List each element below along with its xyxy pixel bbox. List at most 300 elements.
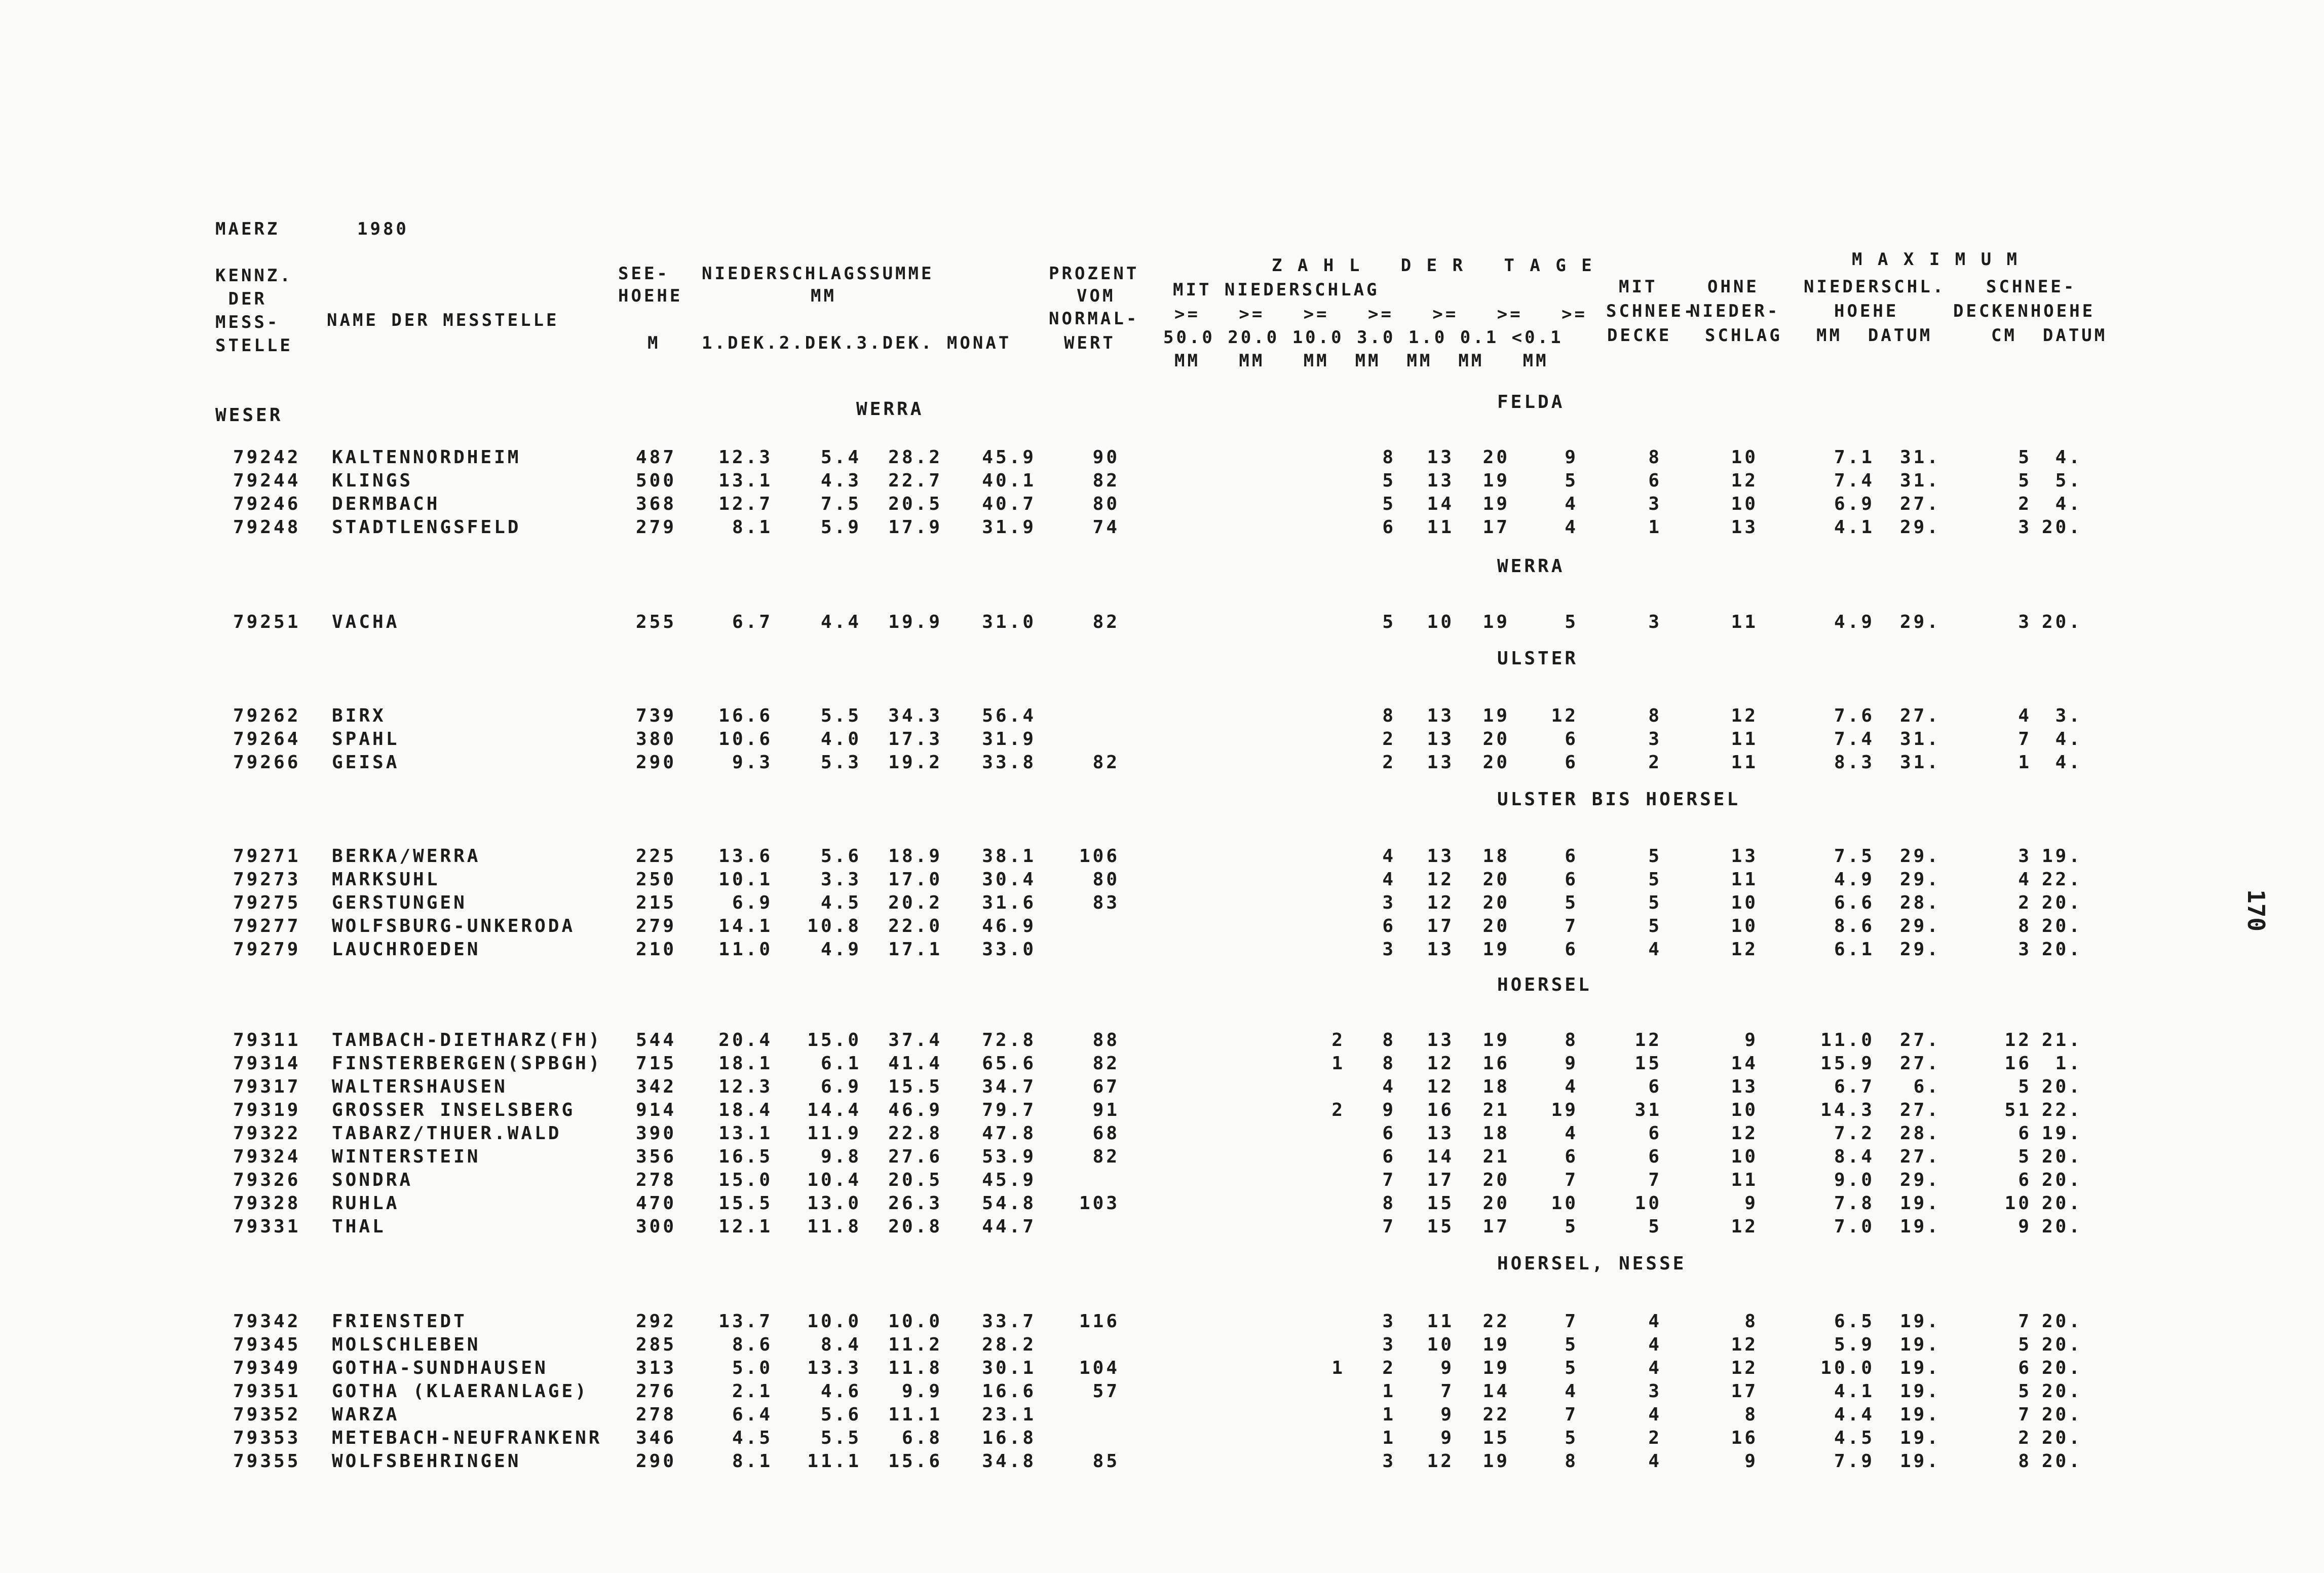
cell-schneedecke: 5 xyxy=(1648,1216,1662,1237)
cell-id: 79271 xyxy=(233,846,301,867)
cell-monat: 79.7 xyxy=(982,1100,1036,1120)
cell-ohne: 16 xyxy=(1731,1428,1758,1448)
cell-monat: 53.9 xyxy=(982,1146,1036,1167)
cell-id: 79262 xyxy=(233,705,301,726)
cell-z01: 20 xyxy=(1482,916,1510,937)
cell-d2: 5.6 xyxy=(820,1404,861,1425)
cell-ohne: 12 xyxy=(1731,939,1758,960)
cell-name: DERMBACH xyxy=(332,494,440,514)
cell-max-datum: 27. xyxy=(1899,1146,1940,1167)
cell-zlt: 4 xyxy=(1565,1381,1578,1402)
cell-max-datum: 27. xyxy=(1899,494,1940,514)
cell-prozent: 85 xyxy=(1092,1451,1120,1472)
cell-schnee-cm: 3 xyxy=(2018,846,2032,867)
cell-z01: 20 xyxy=(1482,729,1510,750)
cell-schneedecke: 1 xyxy=(1648,517,1662,538)
cell-monat: 28.2 xyxy=(982,1334,1036,1355)
cell-max-datum: 29. xyxy=(1899,517,1940,538)
cell-zlt: 9 xyxy=(1565,447,1578,468)
cell-z1: 16 xyxy=(1427,1100,1454,1120)
cell-name: SPAHL xyxy=(332,729,400,750)
section-label: ULSTER xyxy=(1497,648,1579,669)
header-prozent-2: VOM xyxy=(1077,286,1116,306)
cell-d3: 22.8 xyxy=(888,1123,942,1144)
cell-max-mm: 8.6 xyxy=(1834,916,1875,937)
cell-d3: 41.4 xyxy=(888,1053,942,1074)
cell-hoehe: 356 xyxy=(635,1146,676,1167)
cell-schnee-datum: 20. xyxy=(2041,1311,2082,1332)
cell-d2: 4.3 xyxy=(820,470,861,491)
cell-prozent: 67 xyxy=(1092,1076,1120,1097)
cell-max-datum: 29. xyxy=(1899,916,1940,937)
cell-schnee-cm: 16 xyxy=(2004,1053,2032,1074)
cell-ohne: 12 xyxy=(1731,470,1758,491)
cell-zlt: 9 xyxy=(1565,1053,1578,1074)
cell-ohne: 13 xyxy=(1731,517,1758,538)
cell-schnee-cm: 51 xyxy=(2004,1100,2032,1120)
cell-name: WINTERSTEIN xyxy=(332,1146,481,1167)
cell-z3: 6 xyxy=(1382,1123,1396,1144)
cell-d2: 4.4 xyxy=(820,612,861,632)
header-ohne-1: OHNE xyxy=(1707,277,1759,297)
header-max-schnee-3: CM DATUM xyxy=(1991,325,2108,346)
cell-max-datum: 29. xyxy=(1899,1170,1940,1190)
cell-d1: 13.7 xyxy=(718,1311,773,1332)
cell-name: METEBACH-NEUFRANKENR xyxy=(332,1428,602,1448)
header-mit-1: MIT xyxy=(1619,277,1658,297)
cell-z1: 9 xyxy=(1440,1404,1454,1425)
cell-z01: 18 xyxy=(1482,1076,1510,1097)
cell-schnee-datum: 20. xyxy=(2041,1146,2082,1167)
cell-max-datum: 31. xyxy=(1899,729,1940,750)
cell-d2: 4.9 xyxy=(820,939,861,960)
cell-id: 79353 xyxy=(233,1428,301,1448)
report-month: MAERZ xyxy=(215,219,280,239)
cell-d2: 11.8 xyxy=(807,1216,861,1237)
cell-d1: 8.6 xyxy=(732,1334,773,1355)
cell-ohne: 12 xyxy=(1731,1123,1758,1144)
cell-z01: 19 xyxy=(1482,1334,1510,1355)
cell-monat: 33.8 xyxy=(982,752,1036,773)
cell-schnee-cm: 9 xyxy=(2018,1216,2032,1237)
cell-prozent: 68 xyxy=(1092,1123,1120,1144)
cell-id: 79266 xyxy=(233,752,301,773)
cell-max-mm: 6.7 xyxy=(1834,1076,1875,1097)
cell-ohne: 9 xyxy=(1744,1451,1758,1472)
cell-z3: 8 xyxy=(1382,1193,1396,1214)
cell-monat: 31.9 xyxy=(982,729,1036,750)
cell-d3: 19.2 xyxy=(888,752,942,773)
cell-ohne: 11 xyxy=(1731,752,1758,773)
cell-d1: 9.3 xyxy=(732,752,773,773)
header-prozent-3: NORMAL- xyxy=(1049,309,1139,329)
cell-ohne: 17 xyxy=(1731,1381,1758,1402)
cell-id: 79342 xyxy=(233,1311,301,1332)
header-niederschlag-unit: MM xyxy=(811,286,836,306)
cell-d2: 14.4 xyxy=(807,1100,861,1120)
cell-hoehe: 470 xyxy=(635,1193,676,1214)
cell-prozent: 82 xyxy=(1092,1053,1120,1074)
header-name: NAME DER MESSTELLE xyxy=(327,310,559,330)
cell-name: GOTHA (KLAERANLAGE) xyxy=(332,1381,589,1402)
cell-d1: 6.7 xyxy=(732,612,773,632)
cell-max-mm: 10.0 xyxy=(1820,1358,1875,1378)
cell-zlt: 5 xyxy=(1565,1334,1578,1355)
cell-z3: 4 xyxy=(1382,1076,1396,1097)
cell-schneedecke: 4 xyxy=(1648,939,1662,960)
cell-monat: 16.6 xyxy=(982,1381,1036,1402)
cell-z1: 13 xyxy=(1427,1030,1454,1051)
cell-schnee-datum: 20. xyxy=(2041,517,2082,538)
cell-hoehe: 914 xyxy=(635,1100,676,1120)
cell-name: TAMBACH-DIETHARZ(FH) xyxy=(332,1030,602,1051)
cell-z3: 1 xyxy=(1382,1381,1396,1402)
cell-schnee-datum: 20. xyxy=(2041,1404,2082,1425)
cell-prozent: 116 xyxy=(1079,1311,1120,1332)
cell-hoehe: 210 xyxy=(635,939,676,960)
cell-d3: 20.8 xyxy=(888,1216,942,1237)
cell-monat: 40.1 xyxy=(982,470,1036,491)
cell-max-mm: 4.4 xyxy=(1834,1404,1875,1425)
cell-d2: 5.5 xyxy=(820,1428,861,1448)
cell-id: 79328 xyxy=(233,1193,301,1214)
cell-schnee-cm: 6 xyxy=(2018,1170,2032,1190)
cell-z1: 9 xyxy=(1440,1428,1454,1448)
cell-z1: 13 xyxy=(1427,939,1454,960)
cell-name: STADTLENGSFELD xyxy=(332,517,521,538)
cell-d3: 34.3 xyxy=(888,705,942,726)
cell-max-datum: 28. xyxy=(1899,892,1940,913)
cell-z3: 5 xyxy=(1382,612,1396,632)
cell-prozent: 104 xyxy=(1079,1358,1120,1378)
cell-schnee-datum: 4. xyxy=(2055,447,2082,468)
cell-zlt: 8 xyxy=(1565,1030,1578,1051)
cell-schneedecke: 7 xyxy=(1648,1170,1662,1190)
cell-hoehe: 346 xyxy=(635,1428,676,1448)
cell-ohne: 12 xyxy=(1731,1358,1758,1378)
cell-z1: 7 xyxy=(1440,1381,1454,1402)
header-ohne-2: NIEDER- xyxy=(1690,301,1780,321)
cell-prozent: 80 xyxy=(1092,494,1120,514)
cell-zlt: 4 xyxy=(1565,494,1578,514)
cell-d1: 12.1 xyxy=(718,1216,773,1237)
cell-z1: 12 xyxy=(1427,869,1454,890)
cell-d1: 16.5 xyxy=(718,1146,773,1167)
cell-monat: 72.8 xyxy=(982,1030,1036,1051)
cell-max-datum: 29. xyxy=(1899,939,1940,960)
cell-name: MOLSCHLEBEN xyxy=(332,1334,481,1355)
cell-schnee-datum: 20. xyxy=(2041,1334,2082,1355)
cell-schneedecke: 2 xyxy=(1648,1428,1662,1448)
cell-z01: 22 xyxy=(1482,1404,1510,1425)
cell-zlt: 12 xyxy=(1551,705,1578,726)
cell-ohne: 11 xyxy=(1731,869,1758,890)
cell-schnee-cm: 2 xyxy=(2018,892,2032,913)
cell-id: 79311 xyxy=(233,1030,301,1051)
cell-schneedecke: 3 xyxy=(1648,494,1662,514)
cell-max-datum: 27. xyxy=(1899,1030,1940,1051)
cell-z1: 13 xyxy=(1427,752,1454,773)
cell-z01: 19 xyxy=(1482,494,1510,514)
cell-id: 79248 xyxy=(233,517,301,538)
cell-schnee-cm: 10 xyxy=(2004,1193,2032,1214)
cell-z1: 12 xyxy=(1427,892,1454,913)
cell-z01: 21 xyxy=(1482,1100,1510,1120)
cell-schnee-cm: 8 xyxy=(2018,916,2032,937)
cell-id: 79242 xyxy=(233,447,301,468)
cell-z01: 21 xyxy=(1482,1146,1510,1167)
cell-max-datum: 28. xyxy=(1899,1123,1940,1144)
cell-schnee-datum: 20. xyxy=(2041,1381,2082,1402)
cell-z3: 5 xyxy=(1382,470,1396,491)
cell-d2: 6.9 xyxy=(820,1076,861,1097)
cell-schneedecke: 4 xyxy=(1648,1358,1662,1378)
cell-d3: 46.9 xyxy=(888,1100,942,1120)
cell-name: WALTERSHAUSEN xyxy=(332,1076,508,1097)
cell-zlt: 7 xyxy=(1565,916,1578,937)
cell-zlt: 6 xyxy=(1565,939,1578,960)
header-mit-niederschlag: MIT NIEDERSCHLAG xyxy=(1173,280,1380,300)
cell-schnee-datum: 22. xyxy=(2041,869,2082,890)
cell-ohne: 9 xyxy=(1744,1193,1758,1214)
cell-z1: 12 xyxy=(1427,1451,1454,1472)
cell-schneedecke: 5 xyxy=(1648,869,1662,890)
cell-max-datum: 29. xyxy=(1899,869,1940,890)
cell-z1: 13 xyxy=(1427,1123,1454,1144)
cell-d1: 14.1 xyxy=(718,916,773,937)
cell-schneedecke: 4 xyxy=(1648,1334,1662,1355)
cell-z1: 15 xyxy=(1427,1216,1454,1237)
cell-d2: 9.8 xyxy=(820,1146,861,1167)
cell-schnee-cm: 7 xyxy=(2018,729,2032,750)
cell-d3: 20.5 xyxy=(888,1170,942,1190)
cell-z01: 20 xyxy=(1482,1170,1510,1190)
cell-d3: 15.5 xyxy=(888,1076,942,1097)
cell-prozent: 103 xyxy=(1079,1193,1120,1214)
cell-prozent: 74 xyxy=(1092,517,1120,538)
cell-monat: 23.1 xyxy=(982,1404,1036,1425)
header-zahl-units: MM MM MM MM MM MM MM xyxy=(1174,351,1549,371)
cell-id: 79349 xyxy=(233,1358,301,1378)
cell-d2: 4.6 xyxy=(820,1381,861,1402)
cell-max-datum: 27. xyxy=(1899,1053,1940,1074)
cell-id: 79279 xyxy=(233,939,301,960)
cell-monat: 47.8 xyxy=(982,1123,1036,1144)
cell-z01: 19 xyxy=(1482,1030,1510,1051)
header-maximum: M A X I M U M xyxy=(1852,249,2020,270)
cell-z3: 4 xyxy=(1382,846,1396,867)
cell-d3: 10.0 xyxy=(888,1311,942,1332)
cell-z3: 3 xyxy=(1382,939,1396,960)
header-see-1: SEE- xyxy=(618,264,670,284)
cell-zlt: 7 xyxy=(1565,1311,1578,1332)
cell-max-mm: 4.9 xyxy=(1834,869,1875,890)
cell-id: 79251 xyxy=(233,612,301,632)
cell-z1: 10 xyxy=(1427,1334,1454,1355)
river-label: WESER xyxy=(215,405,283,426)
cell-ohne: 10 xyxy=(1731,892,1758,913)
cell-schnee-datum: 5. xyxy=(2055,470,2082,491)
cell-hoehe: 500 xyxy=(635,470,676,491)
cell-max-datum: 29. xyxy=(1899,846,1940,867)
cell-monat: 31.9 xyxy=(982,517,1036,538)
cell-ohne: 13 xyxy=(1731,1076,1758,1097)
cell-zlt: 6 xyxy=(1565,846,1578,867)
cell-schnee-cm: 8 xyxy=(2018,1451,2032,1472)
cell-z3: 3 xyxy=(1382,892,1396,913)
cell-schnee-datum: 20. xyxy=(2041,1076,2082,1097)
cell-name: LAUCHROEDEN xyxy=(332,939,481,960)
cell-d2: 5.9 xyxy=(820,517,861,538)
cell-schneedecke: 6 xyxy=(1648,1076,1662,1097)
cell-d2: 6.1 xyxy=(820,1053,861,1074)
cell-schnee-datum: 20. xyxy=(2041,1216,2082,1237)
cell-monat: 45.9 xyxy=(982,447,1036,468)
cell-hoehe: 342 xyxy=(635,1076,676,1097)
cell-hoehe: 487 xyxy=(635,447,676,468)
cell-schneedecke: 5 xyxy=(1648,846,1662,867)
cell-z3: 8 xyxy=(1382,447,1396,468)
cell-schnee-datum: 22. xyxy=(2041,1100,2082,1120)
cell-max-datum: 29. xyxy=(1899,612,1940,632)
cell-id: 79322 xyxy=(233,1123,301,1144)
cell-id: 79331 xyxy=(233,1216,301,1237)
cell-zlt: 4 xyxy=(1565,1123,1578,1144)
cell-d3: 37.4 xyxy=(888,1030,942,1051)
cell-hoehe: 380 xyxy=(635,729,676,750)
cell-name: FRIENSTEDT xyxy=(332,1311,467,1332)
section-river-label: WERRA xyxy=(856,399,924,420)
cell-max-datum: 6. xyxy=(1913,1076,1940,1097)
cell-name: FINSTERBERGEN(SPBGH) xyxy=(332,1053,602,1074)
cell-prozent: 57 xyxy=(1092,1381,1120,1402)
cell-schneedecke: 3 xyxy=(1648,612,1662,632)
cell-d2: 13.0 xyxy=(807,1193,861,1214)
cell-d2: 3.3 xyxy=(820,869,861,890)
header-zahl-ops: >= >= >= >= >= >= >= xyxy=(1174,304,1588,324)
cell-max-mm: 7.4 xyxy=(1834,470,1875,491)
cell-schneedecke: 12 xyxy=(1634,1030,1662,1051)
cell-d1: 2.1 xyxy=(732,1381,773,1402)
cell-z01: 20 xyxy=(1482,447,1510,468)
cell-d1: 13.1 xyxy=(718,1123,773,1144)
cell-d1: 12.7 xyxy=(718,494,773,514)
page-number: 170 xyxy=(2242,889,2270,932)
cell-schneedecke: 15 xyxy=(1634,1053,1662,1074)
cell-max-mm: 7.0 xyxy=(1834,1216,1875,1237)
cell-max-mm: 7.6 xyxy=(1834,705,1875,726)
cell-zlt: 6 xyxy=(1565,752,1578,773)
cell-name: BIRX xyxy=(332,705,386,726)
cell-name: WOLFSBEHRINGEN xyxy=(332,1451,521,1472)
cell-name: SONDRA xyxy=(332,1170,413,1190)
cell-monat: 33.7 xyxy=(982,1311,1036,1332)
header-niederschlag: NIEDERSCHLAGSSUMME xyxy=(702,264,934,284)
header-zahl-der-tage: Z A H L D E R T A G E xyxy=(1272,255,1594,276)
cell-schnee-datum: 1. xyxy=(2055,1053,2082,1074)
cell-name: KLINGS xyxy=(332,470,413,491)
cell-ohne: 9 xyxy=(1744,1030,1758,1051)
cell-d1: 4.5 xyxy=(732,1428,773,1448)
cell-schnee-cm: 5 xyxy=(2018,447,2032,468)
header-see-unit: M xyxy=(647,333,661,353)
cell-z01: 19 xyxy=(1482,939,1510,960)
cell-z1: 17 xyxy=(1427,916,1454,937)
cell-ohne: 10 xyxy=(1731,1146,1758,1167)
cell-max-mm: 7.1 xyxy=(1834,447,1875,468)
cell-z10: 2 xyxy=(1331,1030,1345,1051)
cell-d1: 6.9 xyxy=(732,892,773,913)
cell-hoehe: 279 xyxy=(635,916,676,937)
cell-z01: 20 xyxy=(1482,892,1510,913)
cell-hoehe: 313 xyxy=(635,1358,676,1378)
cell-d1: 20.4 xyxy=(718,1030,773,1051)
header-max-schnee-2: DECKENHOEHE xyxy=(1953,301,2096,321)
cell-z3: 6 xyxy=(1382,916,1396,937)
cell-z10: 1 xyxy=(1331,1358,1345,1378)
cell-z01: 20 xyxy=(1482,869,1510,890)
cell-d3: 20.5 xyxy=(888,494,942,514)
cell-schnee-cm: 2 xyxy=(2018,1428,2032,1448)
cell-d1: 12.3 xyxy=(718,447,773,468)
cell-monat: 46.9 xyxy=(982,916,1036,937)
cell-zlt: 6 xyxy=(1565,1146,1578,1167)
cell-name: GOTHA-SUNDHAUSEN xyxy=(332,1358,548,1378)
cell-schnee-cm: 5 xyxy=(2018,1146,2032,1167)
cell-d2: 5.6 xyxy=(820,846,861,867)
cell-max-mm: 4.1 xyxy=(1834,1381,1875,1402)
cell-ohne: 14 xyxy=(1731,1053,1758,1074)
cell-z1: 13 xyxy=(1427,705,1454,726)
cell-schnee-datum: 20. xyxy=(2041,612,2082,632)
cell-id: 79352 xyxy=(233,1404,301,1425)
cell-schnee-cm: 7 xyxy=(2018,1404,2032,1425)
header-max-schnee-1: SCHNEE- xyxy=(1986,277,2077,297)
cell-schneedecke: 6 xyxy=(1648,1123,1662,1144)
cell-prozent: 90 xyxy=(1092,447,1120,468)
cell-schnee-cm: 5 xyxy=(2018,1076,2032,1097)
cell-z3: 4 xyxy=(1382,869,1396,890)
cell-d1: 10.6 xyxy=(718,729,773,750)
cell-z3: 3 xyxy=(1382,1451,1396,1472)
cell-schnee-datum: 20. xyxy=(2041,939,2082,960)
cell-z01: 17 xyxy=(1482,517,1510,538)
cell-z1: 11 xyxy=(1427,517,1454,538)
cell-zlt: 5 xyxy=(1565,892,1578,913)
cell-schneedecke: 2 xyxy=(1648,752,1662,773)
cell-z3: 7 xyxy=(1382,1216,1396,1237)
cell-schnee-cm: 2 xyxy=(2018,494,2032,514)
header-max-nieder-1: NIEDERSCHL. xyxy=(1804,277,1946,297)
cell-hoehe: 290 xyxy=(635,752,676,773)
cell-schneedecke: 4 xyxy=(1648,1404,1662,1425)
cell-id: 79277 xyxy=(233,916,301,937)
cell-d1: 8.1 xyxy=(732,1451,773,1472)
cell-z3: 6 xyxy=(1382,1146,1396,1167)
cell-max-mm: 6.1 xyxy=(1834,939,1875,960)
cell-monat: 38.1 xyxy=(982,846,1036,867)
cell-max-datum: 31. xyxy=(1899,447,1940,468)
cell-schnee-datum: 20. xyxy=(2041,1193,2082,1214)
cell-max-datum: 27. xyxy=(1899,1100,1940,1120)
cell-schneedecke: 4 xyxy=(1648,1451,1662,1472)
cell-hoehe: 390 xyxy=(635,1123,676,1144)
cell-d1: 13.1 xyxy=(718,470,773,491)
cell-hoehe: 278 xyxy=(635,1170,676,1190)
cell-max-mm: 14.3 xyxy=(1820,1100,1875,1120)
cell-d2: 7.5 xyxy=(820,494,861,514)
cell-d2: 10.0 xyxy=(807,1311,861,1332)
